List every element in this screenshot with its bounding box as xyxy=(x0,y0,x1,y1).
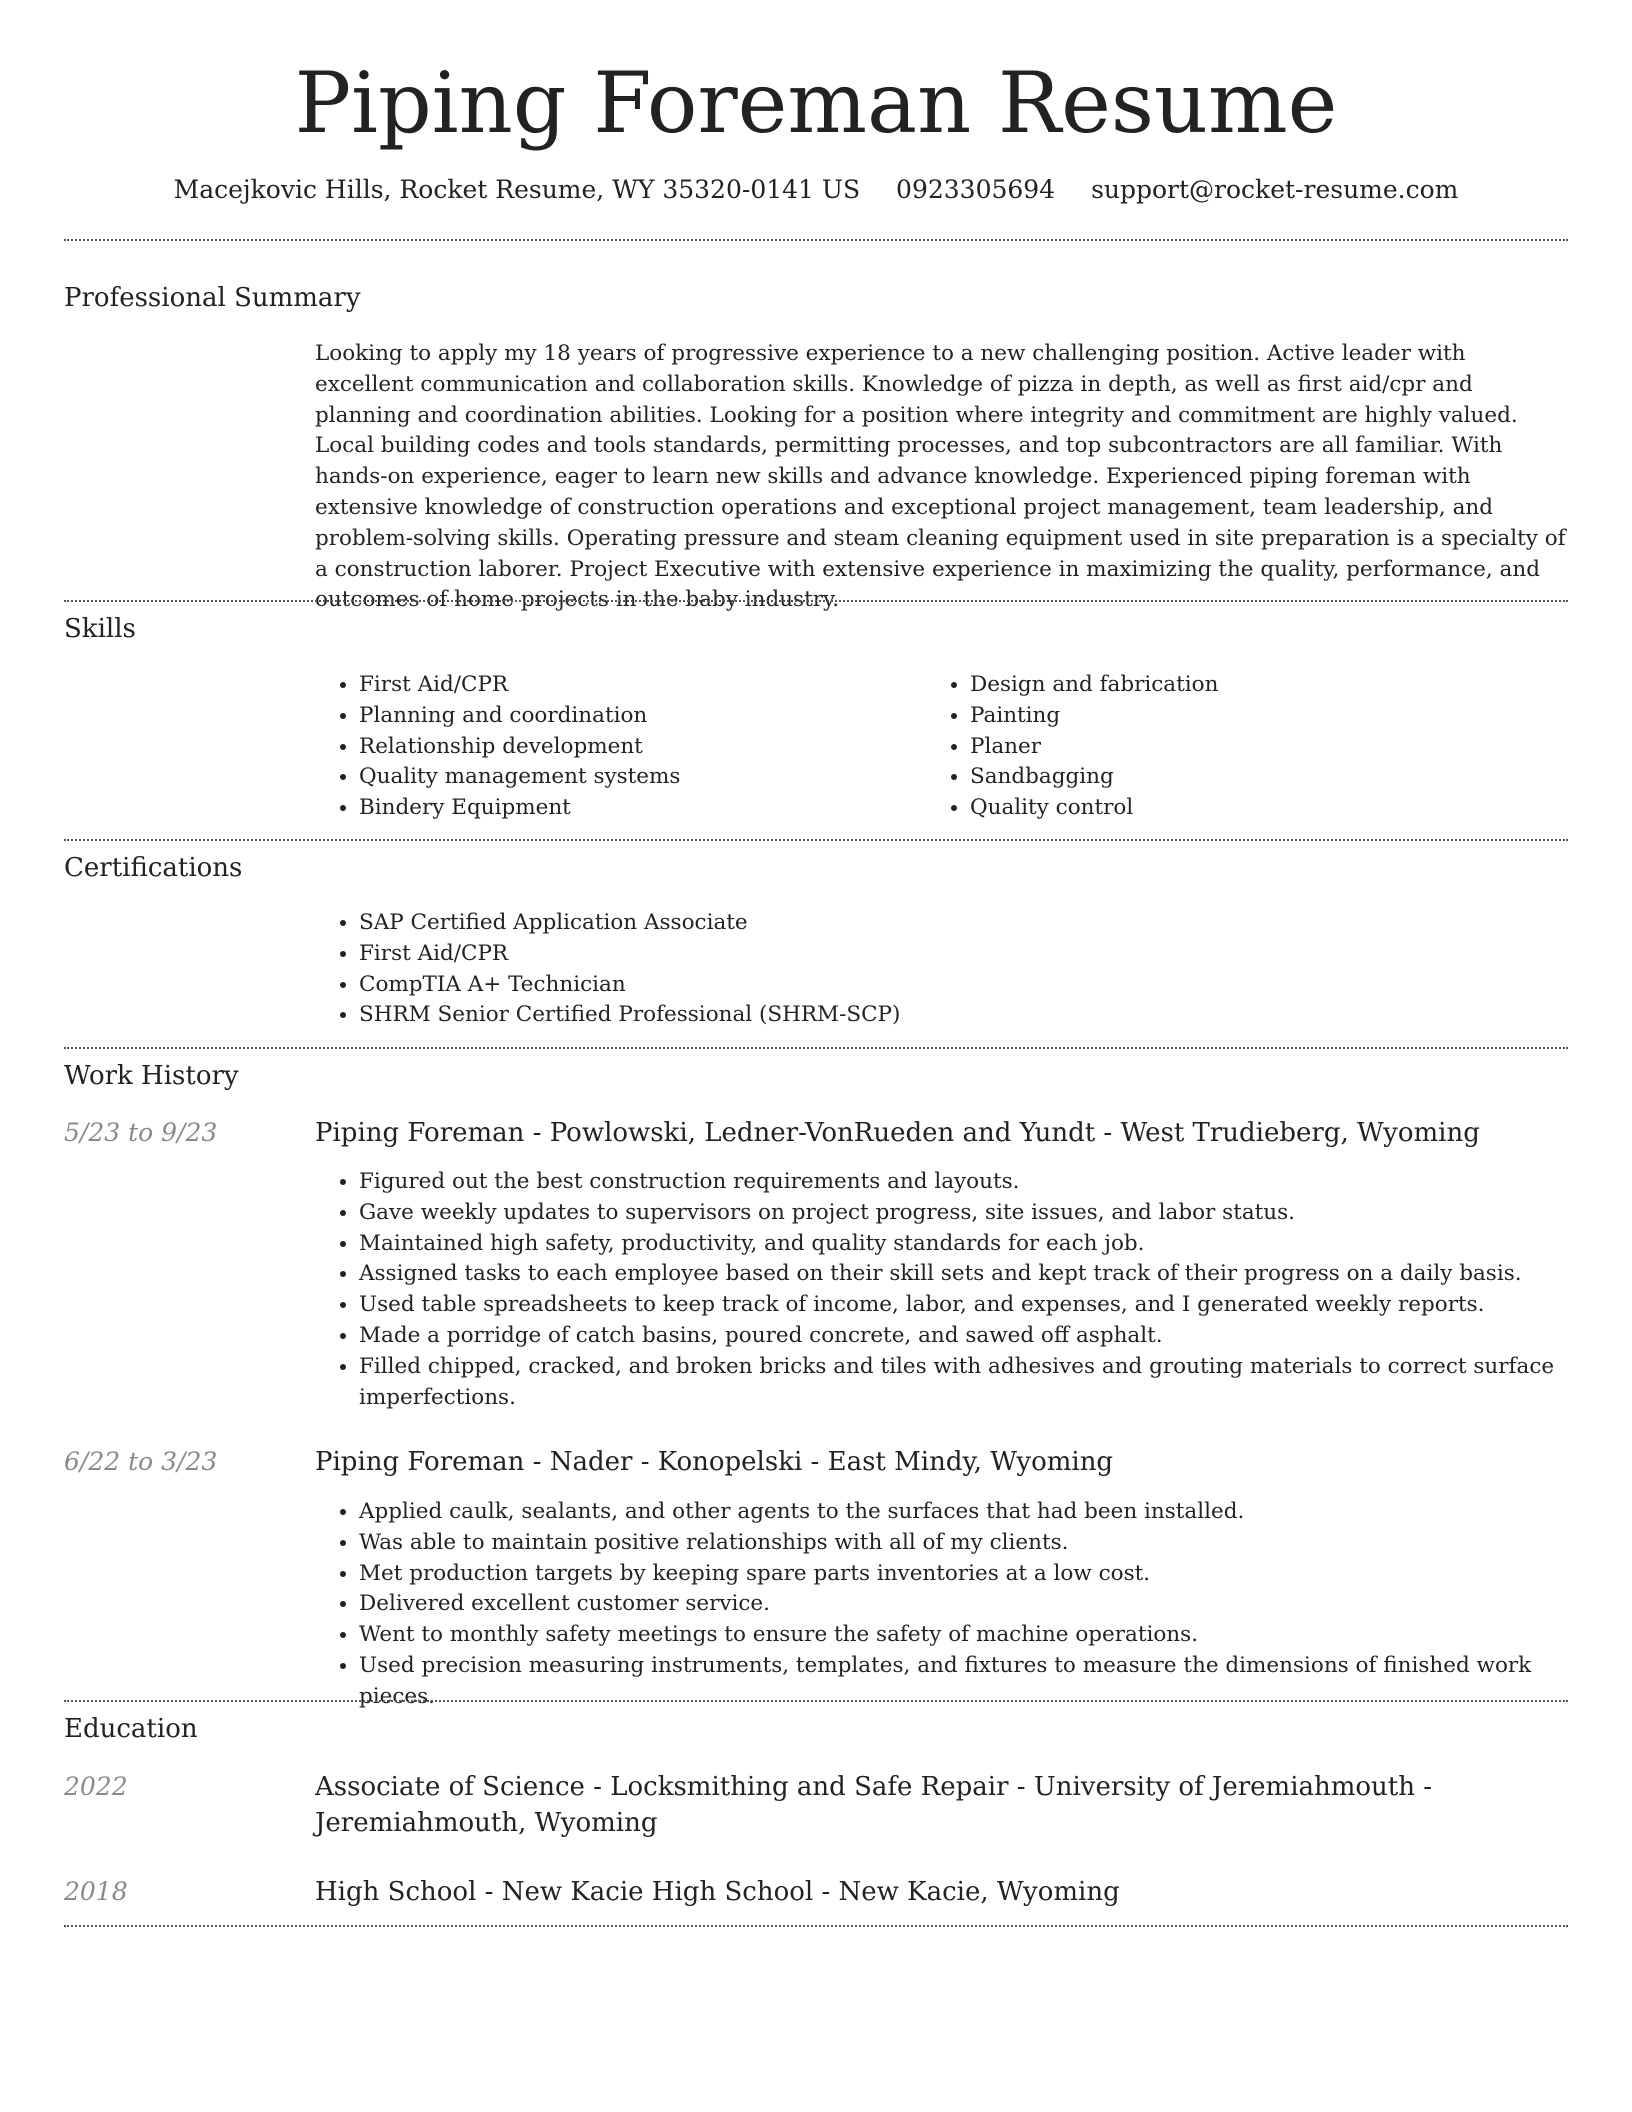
skill-item: • Design and fabrication xyxy=(970,670,1570,701)
job-bullet: • Applied caulk, sealants, and other agents to the surfaces that had been installed. xyxy=(359,1497,1567,1528)
skill-item: • Painting xyxy=(970,701,1570,732)
contact-address: Macejkovic Hills, Rocket Resume, WY 35320-0141 US xyxy=(173,175,861,204)
job-bullets xyxy=(315,1167,1567,1413)
job-bullet: • Delivered excellent customer service. xyxy=(359,1589,1567,1620)
resume-title: Piping Foreman Resume xyxy=(294,54,1338,152)
section-divider xyxy=(64,1047,1568,1049)
job-bullet: • Went to monthly safety meetings to ensure the safety of machine operations. xyxy=(359,1620,1567,1651)
section-divider xyxy=(64,1925,1568,1927)
job-title: Piping Foreman - Nader - Konopelski - East Mindy, Wyoming xyxy=(315,1447,1114,1477)
skill-item: • First Aid/CPR xyxy=(359,670,919,701)
job-bullet: • Filled chipped, cracked, and broken bricks and tiles with adhesives and grouting materials to correct surface imperfections. xyxy=(359,1352,1567,1414)
skill-item: • Quality management systems xyxy=(359,762,919,793)
education-entry: High School - New Kacie High School - New Kacie, Wyoming xyxy=(315,1877,1120,1907)
section-divider xyxy=(64,239,1568,241)
job-bullet: • Made a porridge of catch basins, poured concrete, and sawed off asphalt. xyxy=(359,1321,1567,1352)
job-dates: 5/23 to 9/23 xyxy=(64,1118,218,1147)
certification-item: • CompTIA A+ Technician xyxy=(359,970,1559,1001)
job-bullet: • Used precision measuring instruments, templates, and fixtures to measure the dimensions of finished work pieces. xyxy=(359,1651,1567,1713)
contact-line xyxy=(0,170,1632,210)
skill-item: • Sandbagging xyxy=(970,762,1570,793)
section-divider xyxy=(64,600,1568,602)
job-bullet: • Used table spreadsheets to keep track of income, labor, and expenses, and I generated weekly reports. xyxy=(359,1290,1567,1321)
skill-item: • Planning and coordination xyxy=(359,701,919,732)
job-bullet: • Was able to maintain positive relationships with all of my clients. xyxy=(359,1528,1567,1559)
education-year: 2018 xyxy=(64,1877,128,1906)
skill-item: • Planer xyxy=(970,732,1570,763)
skills-list-left xyxy=(315,670,919,824)
skills-heading: Skills xyxy=(64,614,136,644)
job-bullet: • Maintained high safety, productivity, and quality standards for each job. xyxy=(359,1229,1567,1260)
job-bullet: • Gave weekly updates to supervisors on project progress, site issues, and labor status. xyxy=(359,1198,1567,1229)
job-dates: 6/22 to 3/23 xyxy=(64,1447,218,1476)
education-year: 2022 xyxy=(64,1772,128,1801)
certification-item: • First Aid/CPR xyxy=(359,939,1559,970)
work-history-heading: Work History xyxy=(64,1061,239,1091)
education-entry: Associate of Science - Locksmithing and Safe Repair - University of Jeremiahmouth - Jeremiahmouth, Wyoming xyxy=(315,1772,1433,1838)
job-bullet: • Assigned tasks to each employee based on their skill sets and kept track of their progress on a daily basis. xyxy=(359,1259,1567,1290)
job-title: Piping Foreman - Powlowski, Ledner-VonRueden and Yundt - West Trudieberg, Wyoming xyxy=(315,1118,1480,1148)
job-bullets xyxy=(315,1497,1567,1713)
certification-item: • SAP Certified Application Associate xyxy=(359,908,1559,939)
education-heading: Education xyxy=(64,1714,198,1744)
contact-email: support@rocket-resume.com xyxy=(1091,175,1459,204)
skill-item: • Bindery Equipment xyxy=(359,793,919,824)
summary-text: Looking to apply my 18 years of progressive experience to a new challenging position. Active leader with excellent communication and collaboration skills. Knowledge of pizza in depth, as well as first aid/cpr and planning and coordination abilities. Looking for a position where integrity and commitment are highly valued. Local building codes and tools standards, permitting processes, and top subcontractors are all familiar. With hands-on experience, eager to learn new skills and advance knowledge. Experienced piping foreman with extensive knowledge of construction operations and exceptional project management, team leadership, and problem-solving skills. Operating pressure and steam cleaning equipment used in site preparation is a specialty of a construction laborer. Project Executive with extensive experience in maximizing the quality, performance, and outcomes of home projects in the baby industry. xyxy=(315,341,1566,613)
skill-item: • Quality control xyxy=(970,793,1570,824)
skills-list-right xyxy=(926,670,1570,824)
contact-phone: 0923305694 xyxy=(896,175,1056,204)
job-bullet: • Figured out the best construction requirements and layouts. xyxy=(359,1167,1567,1198)
job-bullet: • Met production targets by keeping spare parts inventories at a low cost. xyxy=(359,1559,1567,1590)
certifications-heading: Certifications xyxy=(64,853,243,883)
section-divider xyxy=(64,839,1568,841)
summary-heading: Professional Summary xyxy=(64,283,361,313)
skill-item: • Relationship development xyxy=(359,732,919,763)
section-divider xyxy=(64,1700,1568,1702)
certifications-list xyxy=(315,908,1559,1031)
certification-item: • SHRM Senior Certified Professional (SHRM-SCP) xyxy=(359,1000,1559,1031)
